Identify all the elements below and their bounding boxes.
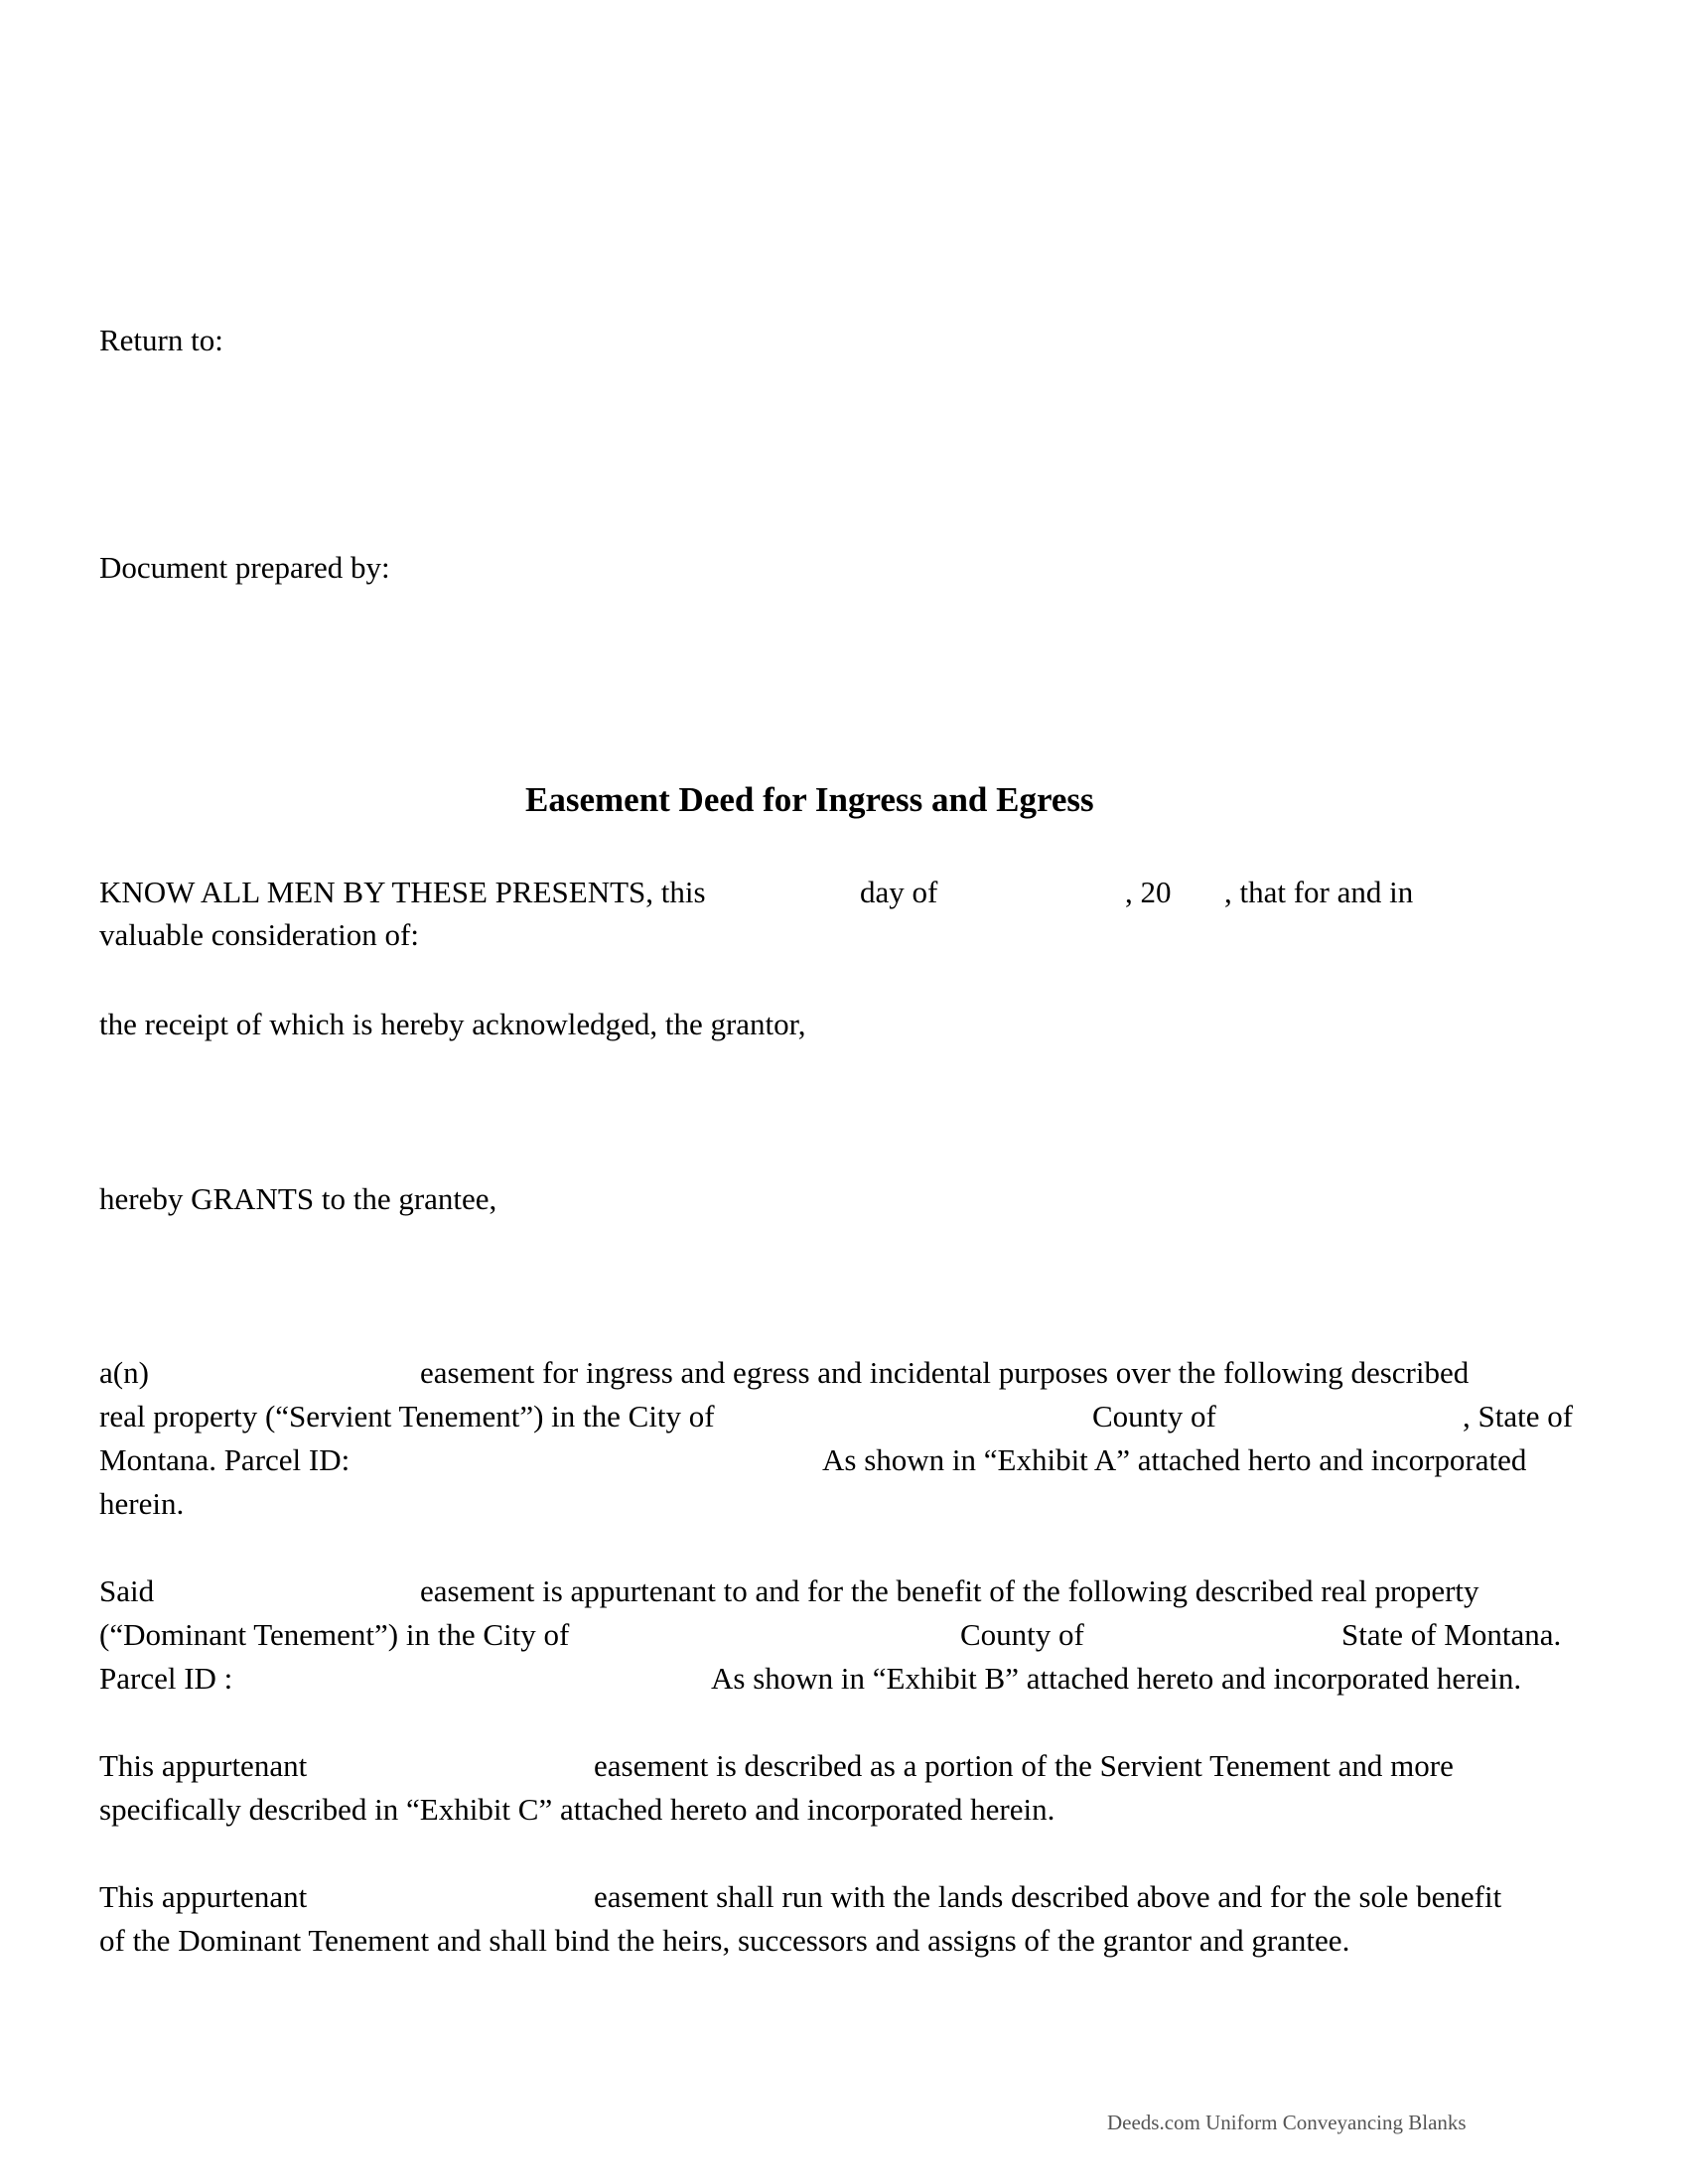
p4-line1-b: easement for ingress and egress and incidental purposes over the following described (420, 1355, 1470, 1390)
return-to-label: Return to: (99, 323, 223, 357)
p4-line2-a: real property (“Servient Tenement”) in the City of (99, 1399, 715, 1433)
document-title: Easement Deed for Ingress and Egress (525, 780, 1094, 819)
p7-line2: of the Dominant Tenement and shall bind the heirs, successors and assigns of the grantor and grantee. (99, 1923, 1350, 1958)
p4-line1-a: a(n) (99, 1355, 149, 1390)
p4-line2-c: , State of (1463, 1399, 1574, 1433)
prepared-by-label: Document prepared by: (99, 550, 390, 585)
p4-line3-a: Montana. Parcel ID: (99, 1442, 351, 1477)
p5-line3-a: Parcel ID : (99, 1661, 233, 1696)
p1-line2: valuable consideration of: (99, 917, 419, 952)
p5-line1-b: easement is appurtenant to and for the benefit of the following described real property (420, 1573, 1479, 1608)
p5-line2-b: County of (960, 1617, 1084, 1652)
p5-line2-c: State of Montana. (1341, 1617, 1562, 1652)
p4-line3-b: As shown in “Exhibit A” attached herto and incorporated (822, 1442, 1527, 1477)
p1-line1-c: , 20 (1125, 875, 1172, 909)
p2-line: the receipt of which is hereby acknowledged, the grantor, (99, 1007, 806, 1041)
footer-brand: Deeds.com Uniform Conveyancing Blanks (1107, 2111, 1467, 2134)
p6-line1-b: easement is described as a portion of the Servient Tenement and more (594, 1748, 1454, 1783)
p5-line3-b: As shown in “Exhibit B” attached hereto and incorporated herein. (711, 1661, 1522, 1696)
p6-line1-a: This appurtenant (99, 1748, 308, 1783)
p4-line4: herein. (99, 1486, 185, 1521)
p7-line1-b: easement shall run with the lands described above and for the sole benefit (594, 1879, 1502, 1914)
p1-line1-a: KNOW ALL MEN BY THESE PRESENTS, this (99, 875, 706, 909)
p5-line1-a: Said (99, 1573, 155, 1608)
p7-line1-a: This appurtenant (99, 1879, 308, 1914)
p4-line2-b: County of (1092, 1399, 1216, 1433)
p1-line1-b: day of (860, 875, 938, 909)
p3-line: hereby GRANTS to the grantee, (99, 1181, 497, 1216)
p1-line1-d: , that for and in (1224, 875, 1414, 909)
p6-line2: specifically described in “Exhibit C” attached hereto and incorporated herein. (99, 1792, 1055, 1827)
p5-line2-a: (“Dominant Tenement”) in the City of (99, 1617, 570, 1652)
